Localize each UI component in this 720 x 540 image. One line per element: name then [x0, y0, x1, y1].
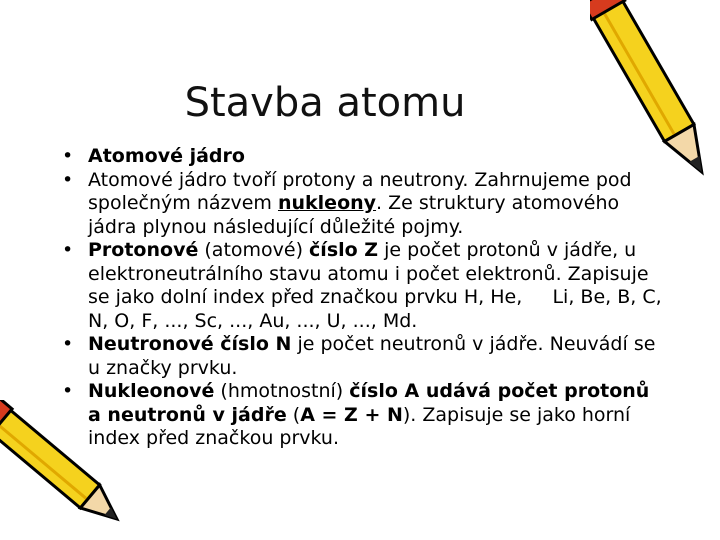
bullet-dot: • — [62, 380, 74, 402]
bullet-text: Atomové jádro tvoří protony a neutrony. Zahrnujeme pod společným názvem nukleony. Ze struktury atomového jádra plynou následující důležité pojmy. — [88, 168, 632, 238]
slide-title: Stavba atomu — [184, 80, 466, 126]
bullet-item — [62, 239, 662, 333]
bullet-text: Atomové jádro — [88, 145, 245, 167]
pencil-icon — [590, 0, 720, 190]
bullet-text: Neutronové číslo N je počet neutronů v jádře. Neuvádí se u značky prvku. — [88, 333, 656, 379]
bullet-list — [62, 145, 662, 451]
bullet-dot: • — [62, 239, 74, 261]
pencil-icon — [0, 400, 120, 540]
bullet-text: Protonové (atomové) číslo Z je počet protonů v jádře, u elektroneutrálního stavu atomu i počet elektronů. Zapisuje se jako dolní index před značkou prvku H, He, Li, Be, B, C, N, O, F, ..., Sc, ..., Au, ..., U, ..., Md. — [88, 239, 662, 332]
bullet-item — [62, 145, 662, 169]
bullet-item — [62, 333, 662, 380]
bullet-item — [62, 169, 662, 240]
bullet-dot: • — [62, 168, 74, 191]
bullet-dot: • — [62, 145, 74, 167]
bullet-item — [62, 380, 662, 451]
bullet-text: Nukleonové (hmotnostní) číslo A udává počet protonů a neutronů v jádře (A = Z + N). Zapisuje se jako horní index před značkou prvku. — [88, 380, 650, 449]
bullet-dot: • — [62, 333, 74, 355]
